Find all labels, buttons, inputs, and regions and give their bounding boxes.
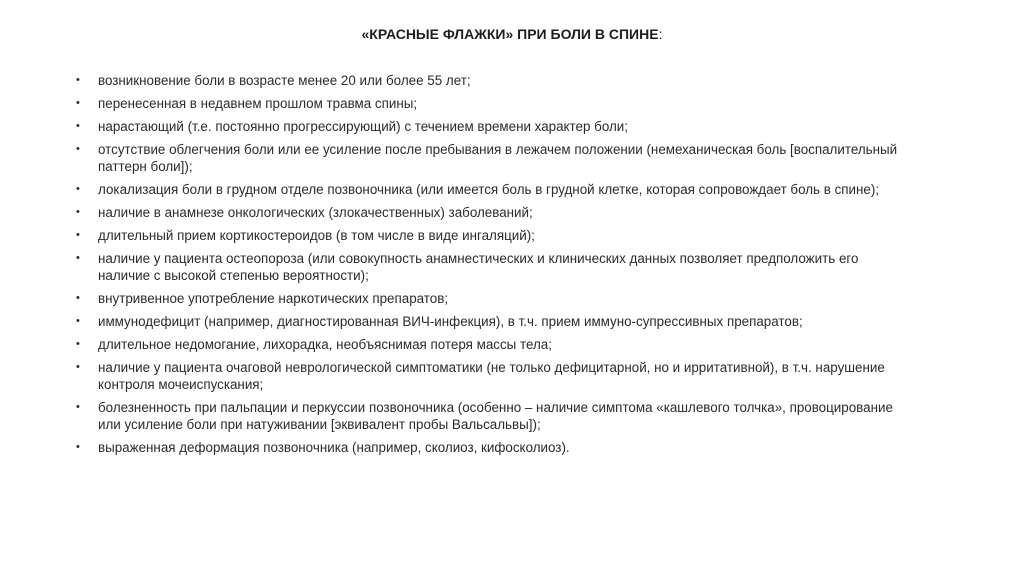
title-text: «КРАСНЫЕ ФЛАЖКИ» ПРИ БОЛИ В СПИНЕ — [361, 26, 659, 42]
red-flags-list — [70, 72, 910, 462]
list-item-text: возникновение боли в возрасте менее 20 или более 55 лет; — [98, 73, 471, 88]
list-item-text: длительный прием кортикостероидов (в том числе в виде ингаляций); — [98, 228, 535, 243]
list-item — [70, 227, 910, 244]
list-item-text: выраженная деформация позвоночника (например, сколиоз, кифосколиоз). — [98, 440, 570, 455]
list-item — [70, 439, 910, 456]
list-item — [70, 250, 910, 284]
list-item — [70, 204, 910, 221]
bullet-icon: • — [76, 206, 80, 218]
bullet-icon: • — [76, 315, 80, 327]
list-item-text: наличие в анамнезе онкологических (злокачественных) заболеваний; — [98, 205, 533, 220]
bullet-icon: • — [76, 338, 80, 350]
bullet-icon: • — [76, 401, 80, 413]
list-item — [70, 72, 910, 89]
list-item-text: перенесенная в недавнем прошлом травма спины; — [98, 96, 418, 111]
bullet-icon: • — [76, 292, 80, 304]
bullet-icon: • — [76, 252, 80, 264]
list-item-text: наличие у пациента очаговой неврологической симптоматики (не только дефицитарной, но и ирритативной), в т.ч. нарушение контроля мочеиспускания; — [98, 360, 885, 392]
bullet-icon: • — [76, 143, 80, 155]
bullet-icon: • — [76, 97, 80, 109]
list-item — [70, 181, 910, 198]
list-item — [70, 359, 910, 393]
list-item-text: иммунодефицит (например, диагностированная ВИЧ-инфекция), в т.ч. прием иммуно-супрессивных препаратов; — [98, 314, 803, 329]
list-item — [70, 290, 910, 307]
bullet-icon: • — [76, 229, 80, 241]
list-item-text: отсутствие облегчения боли или ее усиление после пребывания в лежачем положении (немеханическая боль [воспалительный паттерн боли]); — [98, 142, 898, 174]
bullet-icon: • — [76, 361, 80, 373]
list-item-text: длительное недомогание, лихорадка, необъяснимая потеря массы тела; — [98, 337, 552, 352]
bullet-icon: • — [76, 183, 80, 195]
bullet-icon: • — [76, 441, 80, 453]
list-item-text: локализация боли в грудном отделе позвоночника (или имеется боль в грудной клетке, которая сопровождает боль в спине); — [98, 182, 880, 197]
list-item-text: наличие у пациента остеопороза (или совокупность анамнестических и клинических данных позволяет предположить его наличие с высокой степенью вероятности); — [98, 251, 859, 283]
page-title — [0, 26, 1024, 42]
list-item-text: внутривенное употребление наркотических препаратов; — [98, 291, 449, 306]
bullet-icon: • — [76, 74, 80, 86]
list-item-text: болезненность при пальпации и перкуссии позвоночника (особенно – наличие симптома «кашлевого толчка», провоцирование или усиление боли при натуживании [эквивалент пробы Вальсальвы]); — [98, 400, 893, 432]
list-item — [70, 336, 910, 353]
list-item — [70, 399, 910, 433]
bullet-icon: • — [76, 120, 80, 132]
list-item-text: нарастающий (т.е. постоянно прогрессирующий) с течением времени характер боли; — [98, 119, 628, 134]
list-item — [70, 313, 910, 330]
title-colon: : — [658, 26, 663, 42]
list-item — [70, 141, 910, 175]
list-item — [70, 118, 910, 135]
list-item — [70, 95, 910, 112]
